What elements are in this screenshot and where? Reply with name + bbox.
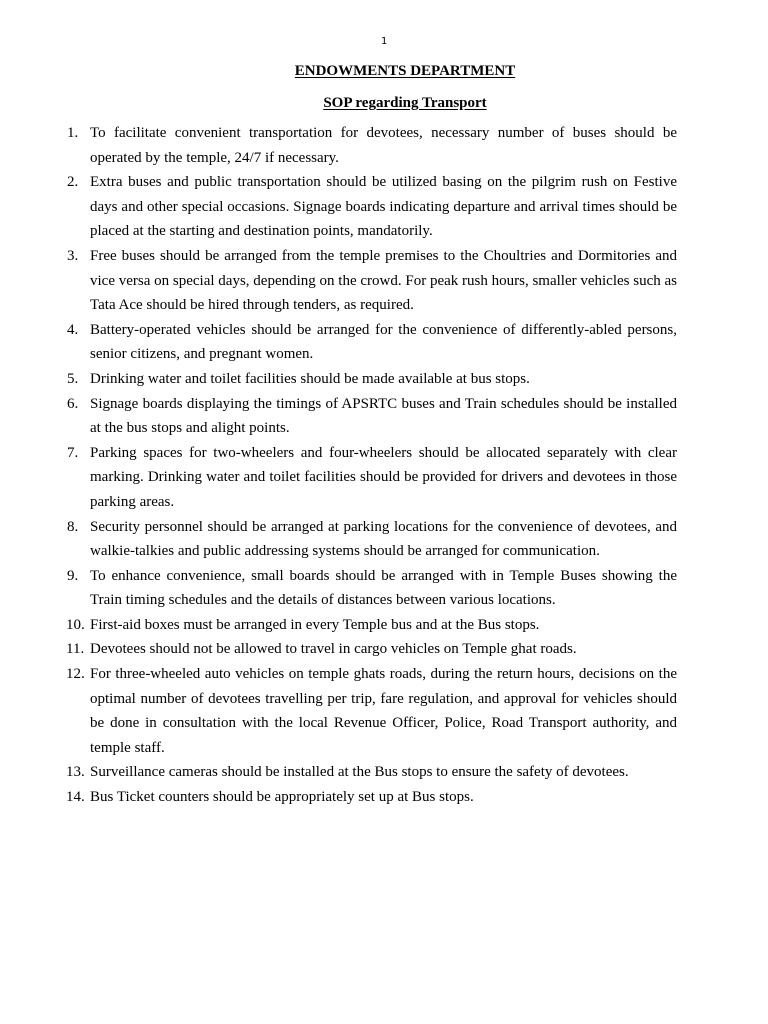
item-number: 7. [67,444,79,461]
list-item [0,170,768,244]
list-item [0,637,768,662]
item-text: Extra buses and public transportation should be utilized basing on the pilgrim rush on Festive days and other special occasions. Signage boards indicating departure and arrival times should be placed at the starting and destination points, mandatorily. [90,174,677,240]
item-number: 8. [67,518,79,535]
item-number: 4. [67,321,79,338]
list-item [0,613,768,638]
item-number: 11. [66,641,85,658]
list-item [0,760,768,785]
list-item [0,662,768,760]
list-item [0,441,768,515]
item-text: Free buses should be arranged from the temple premises to the Choultries and Dormitories and vice versa on special days, depending on the crowd. For peak rush hours, smaller vehicles such as Tata Ace should be hired through tenders, as required. [90,247,677,314]
item-number: 13. [66,764,85,781]
item-number: 6. [67,395,79,412]
item-number: 12. [66,666,85,683]
item-text: Devotees should not be allowed to travel in cargo vehicles on Temple ghat roads. [90,641,577,658]
sop-list [0,121,768,810]
item-text: To facilitate convenient transportation for devotees, necessary number of buses should be operated by the temple, 24/7 if necessary. [90,125,677,166]
document-title: SOP regarding Transport [323,95,487,111]
list-item [0,244,768,318]
item-text: Security personnel should be arranged at parking locations for the convenience of devotees, and walkie-talkies and public addressing systems should be arranged for communication. [90,518,677,560]
item-text: Surveillance cameras should be installed at the Bus stops to ensure the safety of devotees. [90,764,629,781]
item-text: Bus Ticket counters should be appropriately set up at Bus stops. [90,789,474,806]
list-item [0,121,768,170]
item-number: 1. [67,125,79,141]
item-text: Signage boards displaying the timings of APSRTC buses and Train schedules should be installed at the bus stops and alight points. [90,395,677,437]
list-item [0,367,768,392]
item-text: To enhance convenience, small boards should be arranged with in Temple Buses showing the Train timing schedules and the details of distances between various locations. [90,567,677,609]
item-text: Battery-operated vehicles should be arranged for the convenience of differently-abled persons, senior citizens, and pregnant women. [90,321,677,363]
list-item [0,515,768,564]
item-number: 10. [66,616,85,633]
list-item [0,564,768,613]
item-number: 5. [67,370,79,387]
list-item [0,318,768,367]
item-text: For three-wheeled auto vehicles on temple ghats roads, during the return hours, decisions on the optimal number of devotees travelling per trip, fare regulation, and approval for vehicles should be done in consultation with the local Revenue Officer, Police, Road Transport authority, and temple staff. [90,666,677,756]
item-text: Drinking water and toilet facilities should be made available at bus stops. [90,370,530,387]
item-text: Parking spaces for two-wheelers and four-wheelers should be allocated separately with clear marking. Drinking water and toilet facilities should be provided for drivers and devotees in those parking areas. [90,444,677,510]
page-number: 1 [380,36,388,47]
item-number: 14. [66,789,85,806]
list-item [0,392,768,441]
item-number: 9. [67,567,79,584]
item-number: 3. [67,247,79,264]
department-heading: ENDOWMENTS DEPARTMENT [294,63,516,79]
item-number: 2. [67,174,79,191]
item-text: First-aid boxes must be arranged in every Temple bus and at the Bus stops. [90,616,540,633]
list-item [0,785,768,810]
